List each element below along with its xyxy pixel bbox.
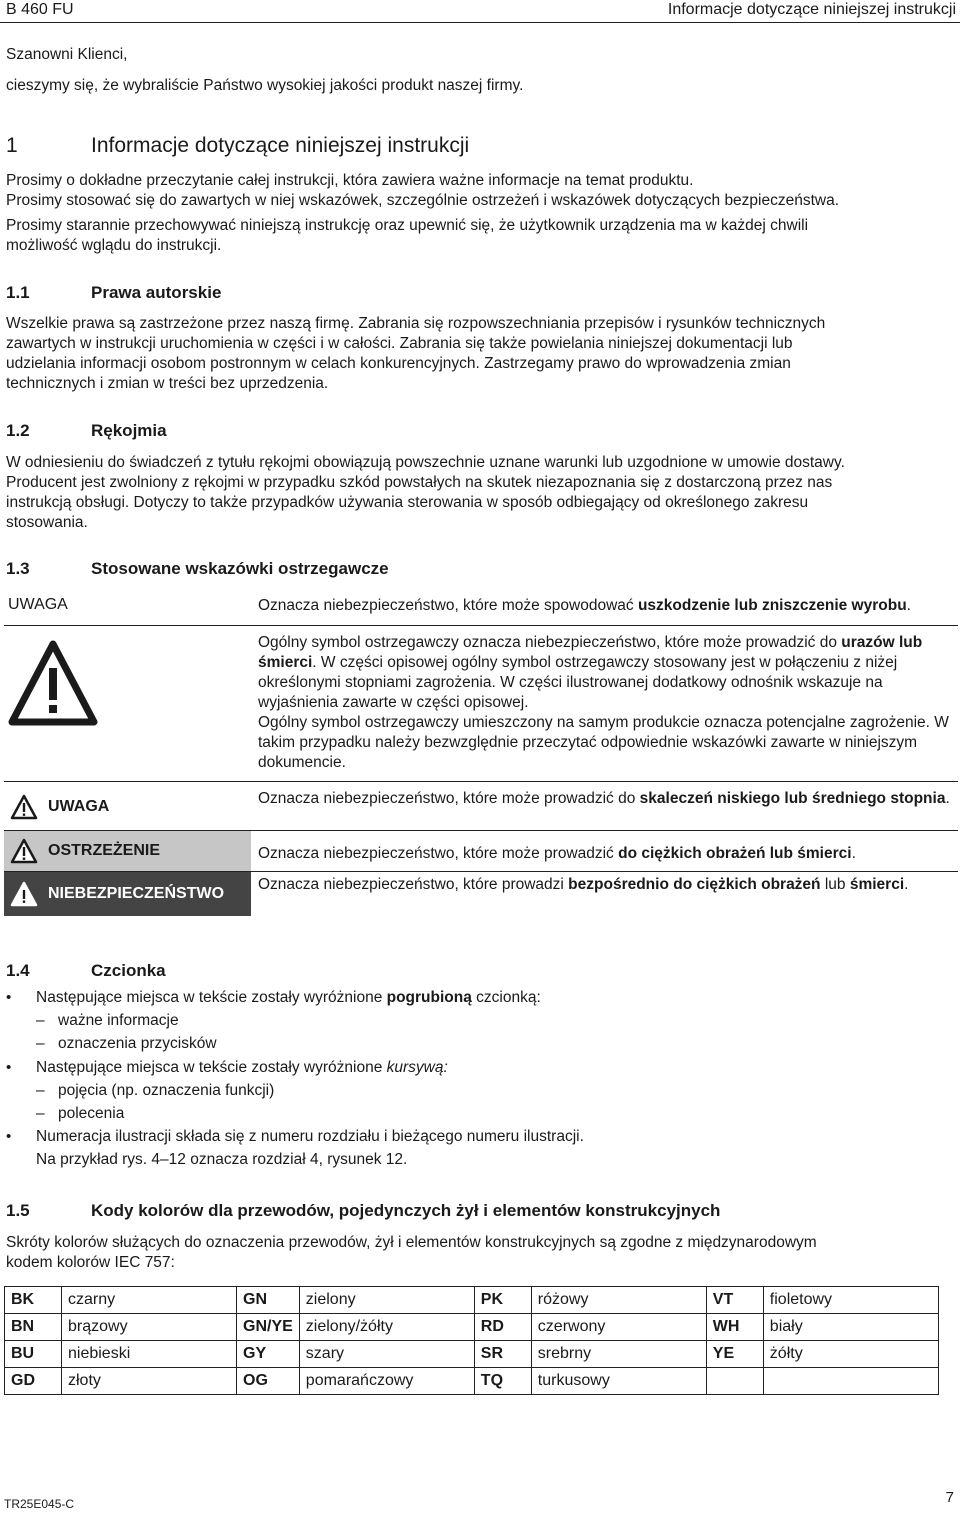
list-item: • Numeracja ilustracji składa się z numeru rozdziału i bieżącego numeru ilustracji. xyxy=(6,1128,584,1145)
color-codes-table xyxy=(4,1286,939,1395)
notice-uwaga-label: UWAGA xyxy=(4,589,251,626)
sub-list-item: – pojęcia (np. oznaczenia funkcji) xyxy=(36,1082,275,1099)
notice-danger-text: Oznacza niebezpieczeństwo, które prowadzi bezpośrednio do ciężkich obrażeń lub śmierci. xyxy=(251,872,958,917)
section-title: Rękojmia xyxy=(91,421,167,440)
section-number: 1.1 xyxy=(6,283,30,302)
section-number: 1.3 xyxy=(6,559,30,578)
table-row: BU niebieski GY szary SR srebrny YE żółty xyxy=(5,1341,939,1368)
section-1-5-heading xyxy=(6,1200,720,1222)
notice-uwaga-text: Oznacza niebezpieczeństwo, które może spowodować uszkodzenie lub zniszczenie wyrobu. xyxy=(251,589,958,626)
sub-list-item: – polecenia xyxy=(36,1105,125,1122)
sub-list-item: – ważne informacje xyxy=(36,1012,179,1029)
notice-danger-signal xyxy=(4,872,251,917)
section-number: 1.5 xyxy=(6,1201,30,1220)
section-1-1-heading xyxy=(6,282,221,304)
s12-line: Producent jest zwolniony z rękojmi w przypadku szkód powstałych na skutek niezapoznania się z dostarczoną przez nas xyxy=(6,474,833,491)
intro-text: cieszymy się, że wybraliście Państwo wysokiej jakości produkt naszej firmy. xyxy=(6,77,524,94)
list-item: • Następujące miejsca w tekście zostały wyróżnione kursywą: xyxy=(6,1059,448,1076)
notice-caution-signal xyxy=(4,782,251,831)
s12-line: stosowania. xyxy=(6,514,88,531)
section-number: 1 xyxy=(6,134,18,157)
salutation: Szanowni Klienci, xyxy=(6,46,128,63)
s15-line: Skróty kolorów służących do oznaczenia przewodów, żył i elementów konstrukcyjnych są zgodne z międzynarodowym xyxy=(6,1234,817,1251)
s12-line: instrukcją obsługi. Dotyczy to także przypadków używania sterowania w sposób odbiegający od określonego zakresu xyxy=(6,494,809,511)
s11-line: technicznych i zmian w treści bez uprzedzenia. xyxy=(6,375,329,392)
notice-warning-signal xyxy=(4,831,251,872)
page-header xyxy=(0,0,960,23)
section-1-2-heading xyxy=(6,420,167,442)
list-item-continuation: Na przykład rys. 4–12 oznacza rozdział 4, rysunek 12. xyxy=(36,1151,408,1168)
notice-caution-text: Oznacza niebezpieczeństwo, które może prowadzić do skaleczeń niskiego lub średniego stopnia. xyxy=(251,782,958,831)
general-warning-symbol-cell xyxy=(4,626,251,782)
notice-warning-text: Oznacza niebezpieczeństwo, które może prowadzić do ciężkich obrażeń lub śmierci. xyxy=(251,831,958,872)
s11-line: zawartych w instrukcji uruchomienia w części i w całości. Zabrania się także powielania niniejszej dokumentacji lub xyxy=(6,335,793,352)
model-label: B 460 FU xyxy=(6,1,74,18)
s1-paragraph: Prosimy starannie przechowywać niniejszą instrukcję oraz upewnić się, że użytkownik urządzenia ma w każdej chwili xyxy=(6,217,809,234)
section-1-3-heading xyxy=(6,558,389,580)
table-row: BK czarny GN zielony PK różowy VT fioletowy xyxy=(5,1287,939,1314)
s15-line: kodem kolorów IEC 757: xyxy=(6,1254,175,1271)
s11-line: udzielania informacji osobom postronnym w celach konkurencyjnych. Zastrzegamy prawo do wprowadzenia zmian xyxy=(6,355,791,372)
section-1-4-heading xyxy=(6,960,166,982)
font-conventions-list xyxy=(6,988,946,1173)
warning-triangle-icon xyxy=(10,838,38,864)
table-row: GD złoty OG pomarańczowy TQ turkusowy xyxy=(5,1368,939,1395)
sub-list-item: – oznaczenia przycisków xyxy=(36,1035,217,1052)
section-1-heading xyxy=(6,133,469,159)
section-title: Stosowane wskazówki ostrzegawcze xyxy=(91,559,389,578)
general-warning-text: Ogólny symbol ostrzegawczy oznacza niebezpieczeństwo, które może prowadzić do urazów lub śmierci. W części opisowej ogólny symbol ostrzegawczy stosowany jest w połączeniu z niżej określonymi stopniami zagrożenia. W części ilustrowanej dodatkowy odnośnik wskazuje na wyjaśnienia zawarte w części opisowej. Ogólny symbol ostrzegawczy umieszczony na samym produkcie oznacza potencjalne zagrożenie. W takim przypadku należy bezwzględnie przeczytać odpowiednie wskazówki zawarte w niniejszym dokumencie. xyxy=(258,634,949,771)
warning-triangle-icon xyxy=(8,638,98,728)
page-number: 7 xyxy=(945,1489,954,1506)
warning-notices-table xyxy=(4,589,958,916)
section-title: Czcionka xyxy=(91,961,166,980)
danger-label: NIEBEZPIECZEŃSTWO xyxy=(48,885,225,902)
warning-triangle-icon xyxy=(10,794,38,820)
section-title: Prawa autorskie xyxy=(91,283,222,302)
section-title: Informacje dotyczące niniejszej instrukcji xyxy=(91,134,470,157)
table-row: BN brązowy GN/YE zielony/żółty RD czerwony WH biały xyxy=(5,1314,939,1341)
header-title: Informacje dotyczące niniejszej instrukcji xyxy=(667,1,956,18)
warning-triangle-icon xyxy=(10,881,38,907)
document-number: TR25E045-C xyxy=(4,1497,75,1511)
s1-paragraph: możliwość wglądu do instrukcji. xyxy=(6,237,222,254)
section-title: Kody kolorów dla przewodów, pojedynczych żył i elementów konstrukcyjnych xyxy=(91,1201,721,1220)
section-number: 1.4 xyxy=(6,961,30,980)
s12-line: W odniesieniu do świadczeń z tytułu rękojmi obowiązują powszechnie uznane warunki lub uzgodnione w umowie dostawy. xyxy=(6,454,845,471)
section-number: 1.2 xyxy=(6,421,30,440)
list-item: • Następujące miejsca w tekście zostały wyróżnione pogrubioną czcionką: xyxy=(6,989,541,1006)
s1-paragraph: Prosimy stosować się do zawartych w niej wskazówek, szczególnie ostrzeżeń i wskazówek dotyczących bezpieczeństwa. xyxy=(6,192,840,209)
caution-label: UWAGA xyxy=(48,798,110,815)
warning-label: OSTRZEŻENIE xyxy=(48,842,161,859)
s11-line: Wszelkie prawa są zastrzeżone przez naszą firmę. Zabrania się rozpowszechniania przepisów i rysunków technicznych xyxy=(6,315,826,332)
s1-paragraph: Prosimy o dokładne przeczytanie całej instrukcji, która zawiera ważne informacje na temat produktu. xyxy=(6,172,694,189)
